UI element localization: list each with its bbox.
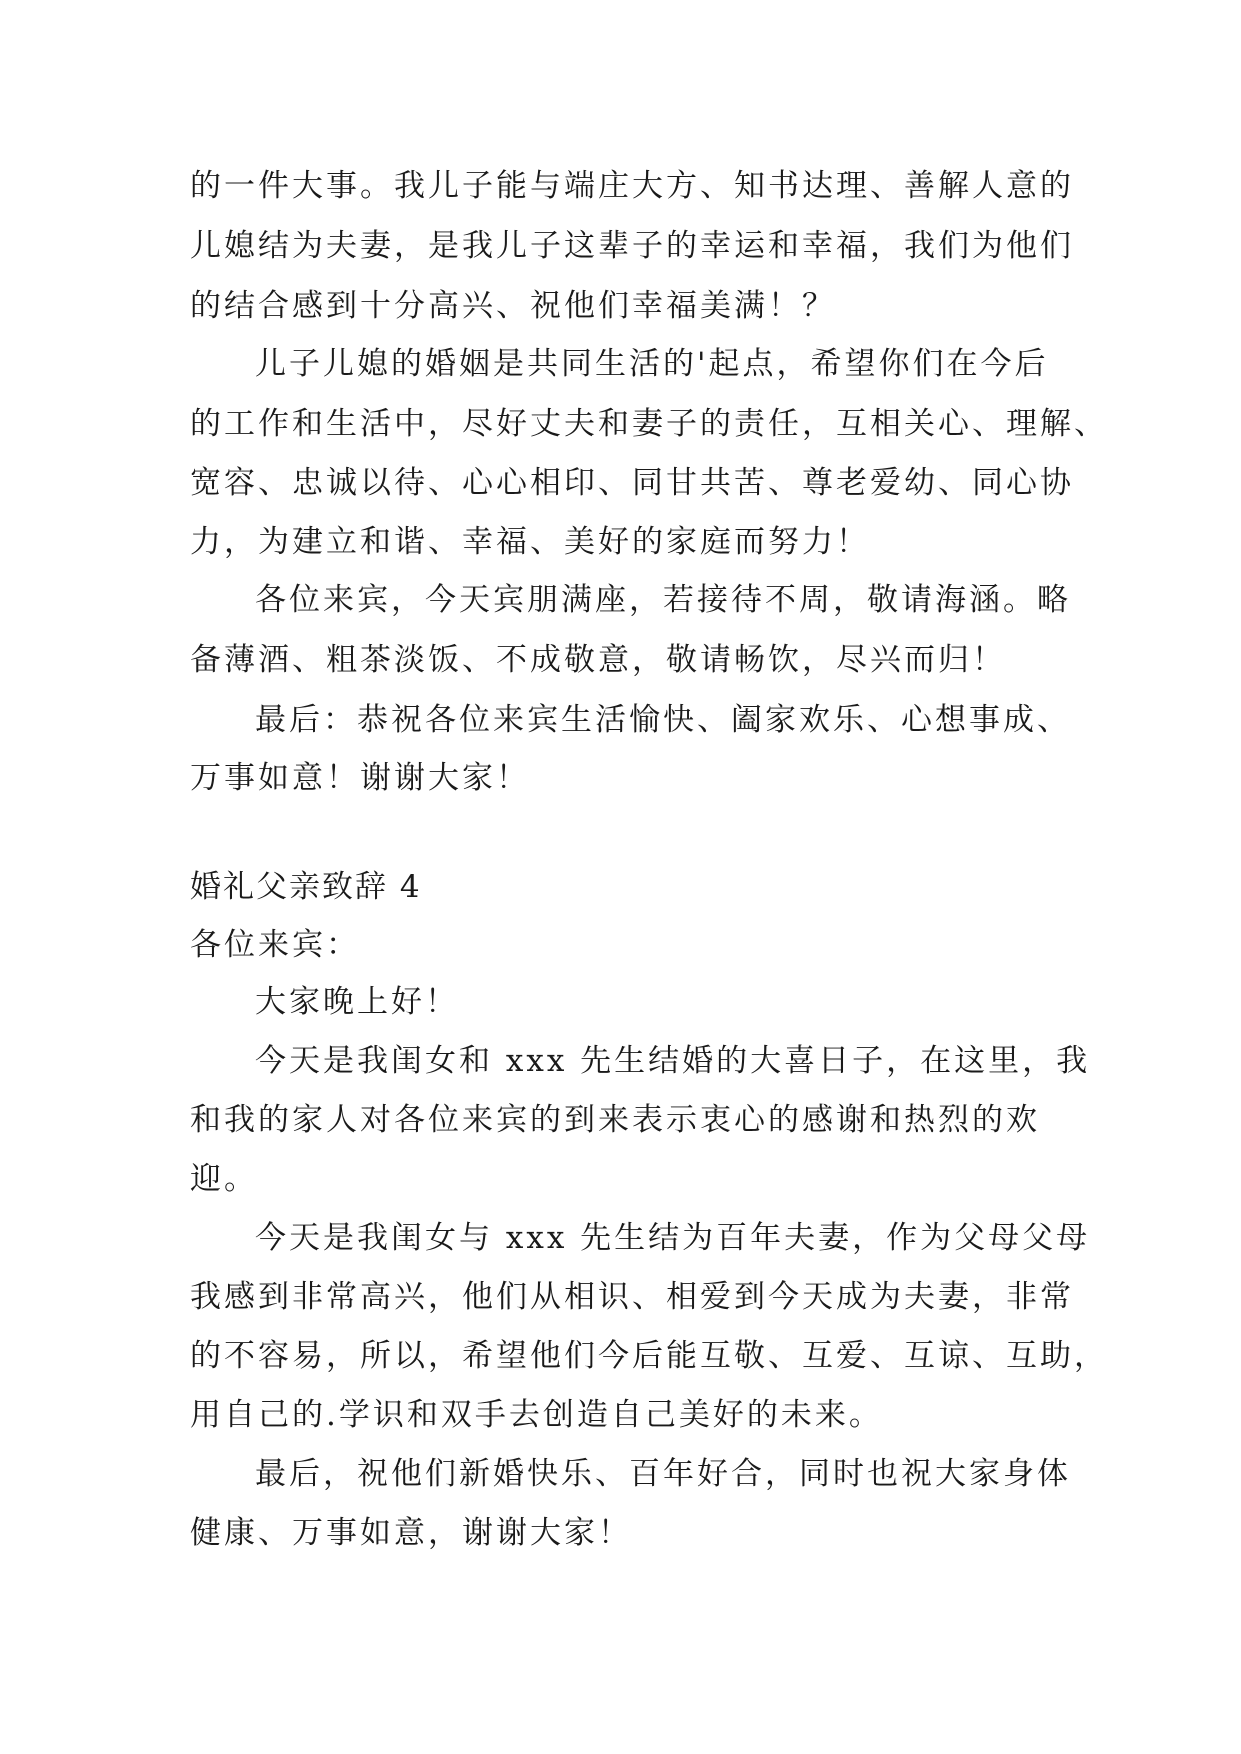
text-line: 的结合感到十分高兴、祝他们幸福美满！？ bbox=[190, 288, 836, 324]
text-line: 迎。 bbox=[190, 1161, 258, 1197]
text-line: 用自己的.学识和双手去创造自己美好的未来。 bbox=[190, 1397, 883, 1433]
text-line: 我感到非常高兴，他们从相识、相爱到今天成为夫妻，非常 bbox=[190, 1279, 1074, 1315]
text-line: 最后：恭祝各位来宾生活愉快、阖家欢乐、心想事成、 bbox=[255, 702, 1071, 738]
text-line: 儿子儿媳的婚姻是共同生活的'起点，希望你们在今后 bbox=[255, 346, 1049, 382]
text-line: 备薄酒、粗茶淡饭、不成敬意，敬请畅饮，尽兴而归！ bbox=[190, 642, 1006, 678]
text-line: 儿媳结为夫妻，是我儿子这辈子的幸运和幸福，我们为他们 bbox=[190, 228, 1074, 264]
text-line: 健康、万事如意，谢谢大家！ bbox=[190, 1515, 632, 1551]
text-line: 的工作和生活中，尽好丈夫和妻子的责任，互相关心、理解、 bbox=[190, 406, 1108, 442]
text-line: 的一件大事。我儿子能与端庄大方、知书达理、善解人意的 bbox=[190, 168, 1074, 204]
text-line: 万事如意！谢谢大家！ bbox=[190, 760, 530, 796]
text-line: 宽容、忠诚以待、心心相印、同甘共苦、尊老爱幼、同心协 bbox=[190, 465, 1074, 501]
text-line: 最后，祝他们新婚快乐、百年好合，同时也祝大家身体 bbox=[255, 1456, 1071, 1492]
text-line: 力，为建立和谐、幸福、美好的家庭而努力！ bbox=[190, 524, 870, 560]
text-line: 各位来宾，今天宾朋满座，若接待不周，敬请海涵。略 bbox=[255, 582, 1071, 618]
text-line: 今天是我闺女和 xxx 先生结婚的大喜日子，在这里，我 bbox=[255, 1043, 1091, 1079]
section-title: 婚礼父亲致辞 4 bbox=[190, 869, 422, 905]
greeting: 大家晚上好！ bbox=[255, 984, 459, 1020]
text-line: 的不容易，所以，希望他们今后能互敬、互爱、互谅、互助， bbox=[190, 1338, 1108, 1374]
text-line: 今天是我闺女与 xxx 先生结为百年夫妻，作为父母父母 bbox=[255, 1220, 1091, 1256]
salutation: 各位来宾： bbox=[190, 927, 360, 963]
text-line: 和我的家人对各位来宾的到来表示衷心的感谢和热烈的欢 bbox=[190, 1102, 1040, 1138]
